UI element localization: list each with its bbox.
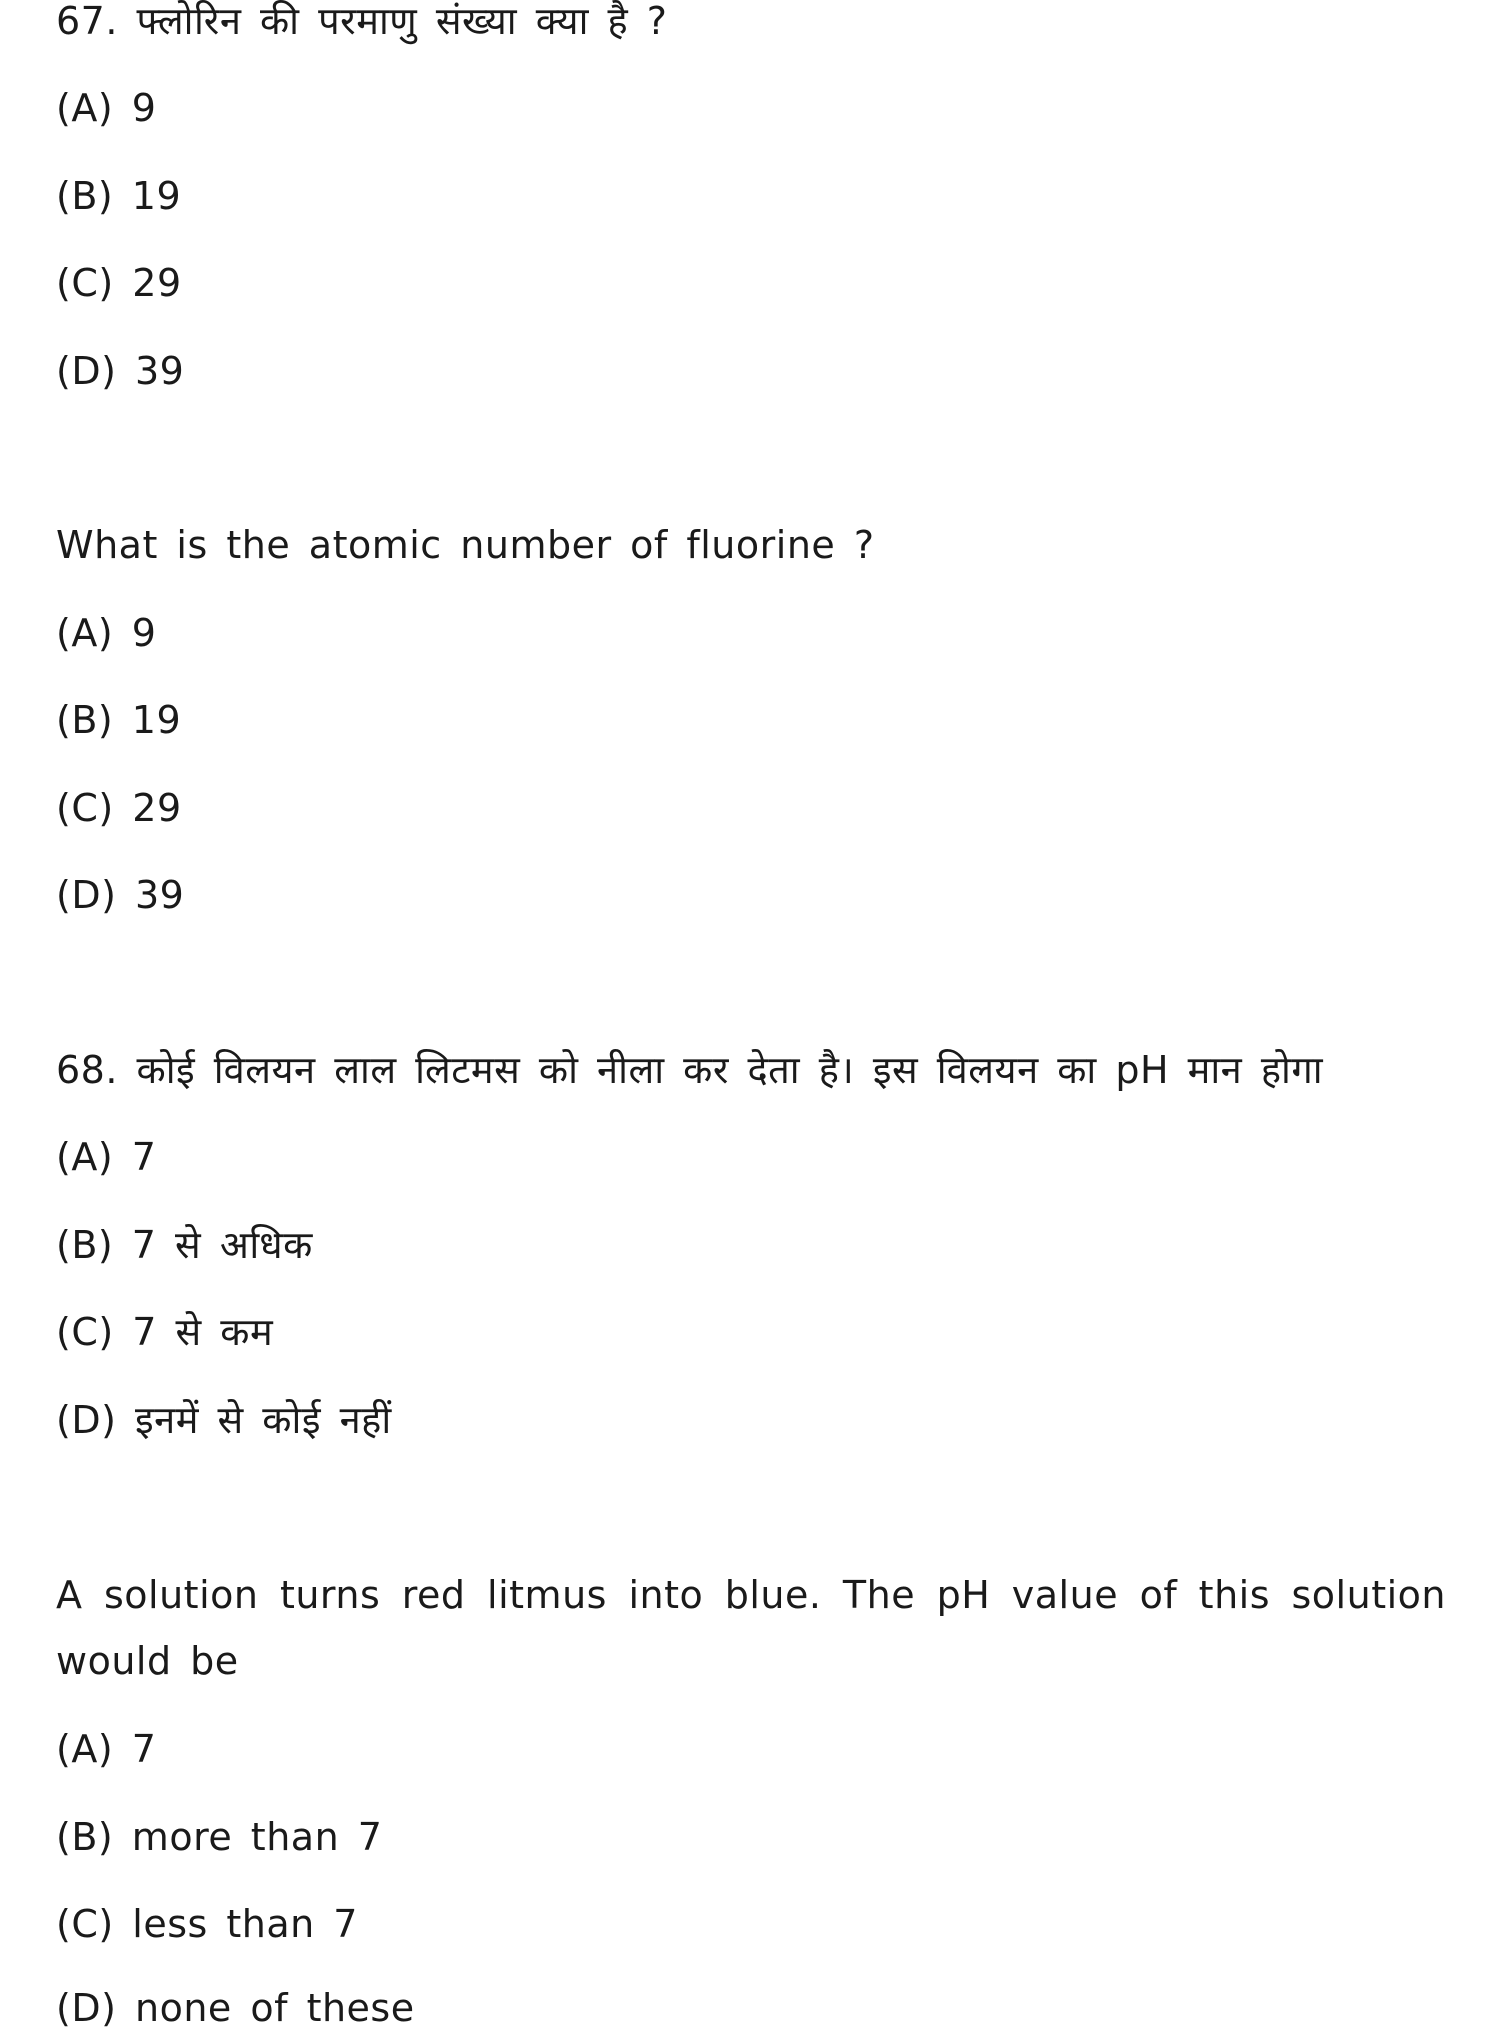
question-67-english-option-b: (B) 19 — [56, 698, 182, 742]
question-68-english-option-a: (A) 7 — [56, 1727, 157, 1771]
question-67-english-option-a: (A) 9 — [56, 611, 157, 655]
question-68-hindi-stem: 68. कोई विलयन लाल लिटमस को नीला कर देता है। इस विलयन का pH मान होगा — [56, 1048, 1324, 1092]
question-67-hindi-option-c: (C) 29 — [56, 261, 182, 305]
question-67-hindi-option-a: (A) 9 — [56, 86, 157, 130]
question-67-english-option-c: (C) 29 — [56, 786, 182, 830]
question-68-hindi-option-d: (D) इनमें से कोई नहीं — [56, 1398, 392, 1442]
question-68-english-option-b: (B) more than 7 — [56, 1815, 383, 1859]
question-67-english-option-d: (D) 39 — [56, 873, 185, 917]
question-67-hindi-option-d: (D) 39 — [56, 349, 185, 393]
question-68-english-option-c: (C) less than 7 — [56, 1902, 358, 1946]
question-68-hindi-option-b: (B) 7 से अधिक — [56, 1223, 313, 1267]
question-68-hindi-option-a: (A) 7 — [56, 1135, 157, 1179]
question-67-hindi-option-b: (B) 19 — [56, 174, 182, 218]
question-68-hindi-option-c: (C) 7 से कम — [56, 1310, 274, 1354]
question-67-english-stem: What is the atomic number of fluorine ? — [56, 523, 875, 567]
question-67-hindi-stem: 67. फ्लोरिन की परमाणु संख्या क्या है ? — [56, 0, 668, 43]
question-68-english-stem: A solution turns red litmus into blue. The pH value of this solution would be — [56, 1573, 1446, 1683]
question-68-english-option-d: (D) none of these — [56, 1986, 415, 2030]
